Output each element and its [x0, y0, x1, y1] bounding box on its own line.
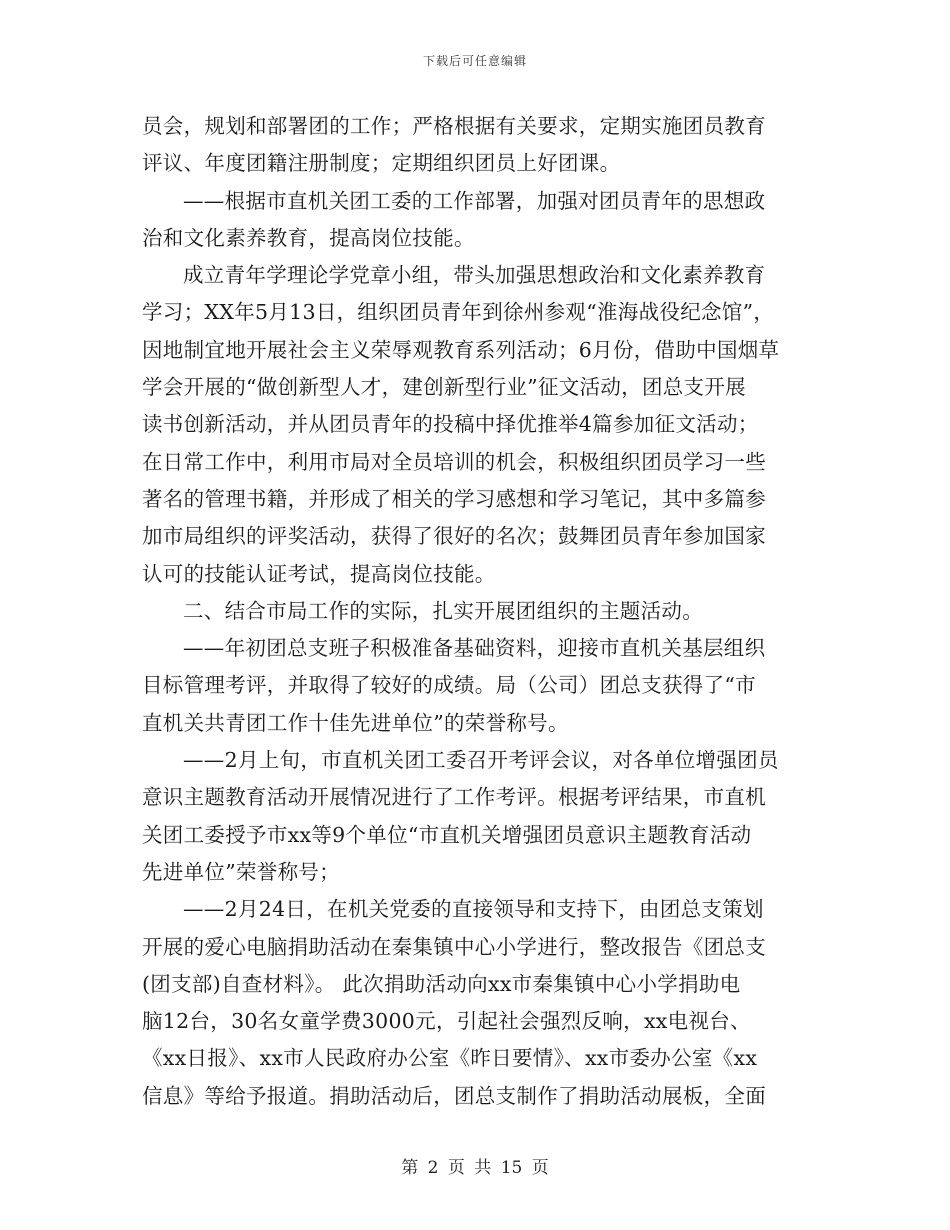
text-line: 二、结合市局工作的实际，扎实开展团组织的主题活动。	[183, 598, 703, 623]
text-line: 著名的管理书籍，并形成了相关的学习感想和学习笔记，其中多篇参	[142, 486, 766, 511]
text-line: 学习；XX年5月13日，组织团员青年到徐州参观“淮海战役纪念馆”，	[142, 300, 775, 325]
text-line: 目标管理考评，并取得了较好的成绩。局（公司）团总支获得了“市	[142, 673, 756, 698]
text-line: 读书创新活动，并从团员青年的投稿中择优推举4篇参加征文活动；	[142, 412, 759, 437]
text-line: 先进单位”荣誉称号；	[142, 859, 340, 884]
text-line: 直机关共青团工作十佳先进单位”的荣誉称号。	[142, 710, 569, 735]
text-line: 员会，规划和部署团的工作；严格根据有关要求，定期实施团员教育	[142, 114, 766, 138]
text-line: 意识主题教育活动开展情况进行了工作考评。根据考评结果，市直机	[142, 785, 766, 810]
text-line: 开展的爱心电脑捐助活动在秦集镇中心小学进行，整改报告《团总支	[142, 934, 766, 959]
text-line: ——2月上旬，市直机关团工委召开考评会议，对各单位增强团员	[183, 748, 779, 773]
text-line: 脑12台，30名女童学费3000元，引起社会强烈反响，xx电视台、	[142, 1009, 751, 1034]
text-line: (团支部)自查材料》。 此次捐助活动向xx市秦集镇中心小学捐助电	[142, 971, 741, 996]
text-line: 加市局组织的评奖活动，获得了很好的名次；鼓舞团员青年参加国家	[142, 524, 766, 549]
page-number: 第 2 页 共 15 页	[401, 1158, 549, 1178]
text-line: 学会开展的“做创新型人才，建创新型行业”征文活动，团总支开展	[142, 375, 746, 400]
text-line: 关团工委授予市xx等9个单位“市直机关增强团员意识主题教育活动	[142, 822, 752, 847]
text-line: 治和文化素养教育，提高岗位技能。	[142, 225, 475, 250]
text-line: ——2月24日，在机关党委的直接领导和支持下，由团总支策划	[183, 897, 764, 922]
page-header-note: 下载后可任意编辑	[422, 54, 527, 68]
text-line: 因地制宜地开展社会主义荣辱观教育系列活动；6月份，借助中国烟草	[142, 337, 780, 362]
text-line: ——年初团总支班子积极准备基础资料，迎接市直机关基层组织	[183, 636, 766, 661]
text-line: 评议、年度团籍注册制度；定期组织团员上好团课。	[142, 151, 621, 176]
text-line: 在日常工作中，利用市局对全员培训的机会，积极组织团员学习一些	[142, 449, 766, 474]
text-line: 认可的技能认证考试，提高岗位技能。	[142, 561, 496, 586]
text-line: ——根据市直机关团工委的工作部署，加强对团员青年的思想政	[183, 188, 766, 213]
text-line: 《xx日报》、xx市人民政府办公室《昨日要情》、xx市委办公室《xx	[142, 1046, 758, 1071]
text-line: 成立青年学理论学党章小组，带头加强思想政治和文化素养教育	[183, 263, 766, 288]
document-body	[142, 108, 818, 1115]
text-line: 信息》等给予报道。捐助活动后，团总支制作了捐助活动展板，全面	[142, 1083, 766, 1108]
